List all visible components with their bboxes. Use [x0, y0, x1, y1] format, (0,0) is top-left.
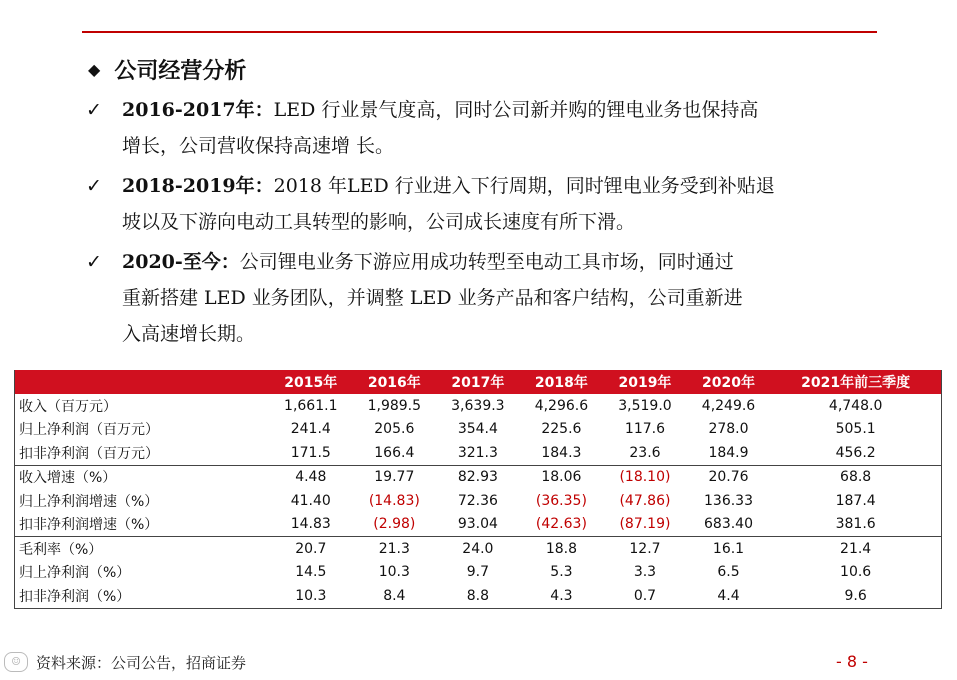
table-cell: 187.4	[835, 492, 876, 509]
top-rule	[82, 31, 877, 33]
table-cell: 505.1	[835, 421, 876, 438]
check-icon: ✓	[86, 99, 102, 121]
table-cell: 14.83	[290, 516, 331, 533]
check-icon: ✓	[86, 175, 102, 197]
table-cell: 184.9	[708, 444, 749, 461]
table-cell: 41.40	[290, 492, 331, 509]
table-cell: 21.3	[353, 537, 437, 561]
table-cell: 12.7	[603, 537, 687, 561]
row-label: 扣非净利润增速（%）	[19, 517, 159, 534]
table-cell: 24.0	[436, 537, 520, 561]
table-row	[15, 537, 942, 561]
table-cell: 3,639.3	[451, 397, 505, 414]
table-cell: 8.8	[436, 584, 520, 608]
row-label: 毛利率（%）	[15, 537, 270, 561]
table-cell: 20.7	[269, 537, 353, 561]
column-header: 2017年	[436, 370, 520, 394]
table-cell: 225.6	[541, 421, 582, 438]
table-cell: 278.0	[708, 421, 749, 438]
bullet-period: 2020-至今：	[122, 251, 240, 273]
table-cell: 4.4	[687, 584, 771, 608]
column-header: 2018年	[520, 370, 604, 394]
table-cell: 68.8	[770, 465, 941, 489]
row-label: 扣非净利润（%）	[15, 584, 270, 608]
table-cell: 8.4	[353, 584, 437, 608]
table-cell: (18.10)	[603, 465, 687, 489]
column-header: 2016年	[353, 370, 437, 394]
table-cell: 241.4	[290, 421, 331, 438]
table-cell: 3.3	[633, 564, 657, 581]
table-cell: 166.4	[374, 444, 415, 461]
column-header	[15, 370, 270, 394]
column-header: 2020年	[687, 370, 771, 394]
table-cell: 93.04	[457, 516, 498, 533]
table-cell: 354.4	[457, 421, 498, 438]
table-cell: 5.3	[550, 564, 573, 581]
table-cell: 21.4	[770, 537, 941, 561]
bullet-line: 公司锂电业务下游应用成功转型至电动工具市场，同时通过	[239, 251, 734, 273]
table-cell: 3,519.0	[618, 397, 672, 414]
table-cell: 14.5	[295, 564, 327, 581]
table-cell: 9.7	[466, 564, 489, 581]
table-row	[15, 465, 942, 489]
table-cell: 19.77	[353, 465, 437, 489]
table-cell: (36.35)	[535, 492, 587, 509]
table-cell: 4,748.0	[828, 397, 883, 414]
column-header: 2015年	[269, 370, 353, 394]
table-row	[15, 394, 942, 418]
table-row	[15, 489, 942, 513]
table-header-row	[15, 370, 942, 394]
table-cell: 321.3	[457, 444, 498, 461]
table-row	[15, 513, 942, 537]
table-cell: 171.5	[290, 444, 331, 461]
table-cell: 0.7	[603, 584, 687, 608]
table-row	[15, 418, 942, 442]
table-cell: 683.40	[704, 516, 753, 533]
column-header: 2019年	[603, 370, 687, 394]
table-cell: 9.6	[770, 584, 941, 608]
heading-text: 公司经营分析	[114, 58, 247, 84]
table-cell: 18.06	[520, 465, 604, 489]
bullet-line: 增长，公司营收保持高速增 长。	[122, 135, 395, 157]
table-cell: (14.83)	[368, 492, 420, 509]
diamond-icon: ◆	[88, 60, 101, 79]
table-cell: (87.19)	[619, 516, 671, 533]
bullet-period: 2018-2019年：	[122, 175, 274, 197]
column-header: 2021年前三季度	[770, 370, 941, 394]
table-cell: 184.3	[541, 444, 582, 461]
table-cell: 205.6	[374, 421, 415, 438]
table-row	[15, 584, 942, 608]
table-cell: 4.3	[520, 584, 604, 608]
financial-table	[14, 370, 942, 609]
table-cell: 6.5	[717, 564, 740, 581]
bullet-list	[86, 92, 886, 356]
bullet-line: LED 行业景气度高，同时公司新并购的锂电业务也保持高	[273, 99, 759, 121]
bullet-line: 入高速增长期。	[122, 323, 256, 345]
table-cell: 381.6	[835, 516, 876, 533]
row-label: 归上净利润（百万元）	[19, 422, 159, 439]
table-cell: 117.6	[624, 421, 665, 438]
table-cell: 72.36	[457, 492, 498, 509]
bullet-period: 2016-2017年：	[122, 99, 274, 121]
table-cell: 20.76	[687, 465, 771, 489]
table-cell: 1,989.5	[367, 397, 422, 414]
table-cell: 136.33	[704, 492, 753, 509]
watermark-icon: ☺	[4, 652, 28, 672]
table-cell: 4,296.6	[534, 397, 589, 414]
source-note: 资料来源：公司公告，招商证券	[36, 654, 247, 672]
row-label: 收入增速（%）	[15, 465, 270, 489]
table-cell: 456.2	[835, 444, 876, 461]
check-icon: ✓	[86, 251, 102, 273]
section-heading	[88, 54, 246, 85]
table-cell: 10.6	[840, 564, 872, 581]
table-cell: 23.6	[629, 444, 661, 461]
row-label: 扣非净利润（百万元）	[19, 445, 159, 462]
table-cell: (42.63)	[535, 516, 587, 533]
bullet-item	[86, 168, 886, 240]
bullet-line: 坡以及下游向电动工具转型的影响，公司成长速度有所下滑。	[122, 211, 636, 233]
page-number: - 8 -	[836, 652, 868, 671]
row-label: 收入（百万元）	[19, 398, 117, 415]
table-cell: (47.86)	[619, 492, 671, 509]
table-cell: 18.8	[520, 537, 604, 561]
table-cell: 82.93	[436, 465, 520, 489]
table-cell: 10.3	[269, 584, 353, 608]
table-cell: 4.48	[269, 465, 353, 489]
bullet-line: 重新搭建 LED 业务团队，并调整 LED 业务产品和客户结构，公司重新进	[122, 287, 743, 309]
table-row	[15, 561, 942, 585]
table-cell: (2.98)	[373, 516, 416, 533]
bullet-line: 2018 年LED 行业进入下行周期，同时锂电业务受到补贴退	[273, 175, 775, 197]
bullet-item	[86, 244, 886, 352]
table-row	[15, 441, 942, 465]
row-label: 归上净利润（%）	[19, 565, 131, 582]
table-cell: 1,661.1	[284, 397, 338, 414]
table-cell: 10.3	[378, 564, 410, 581]
row-label: 归上净利润增速（%）	[19, 493, 159, 510]
bullet-item	[86, 92, 886, 164]
table-cell: 16.1	[687, 537, 771, 561]
table-cell: 4,249.6	[701, 397, 756, 414]
